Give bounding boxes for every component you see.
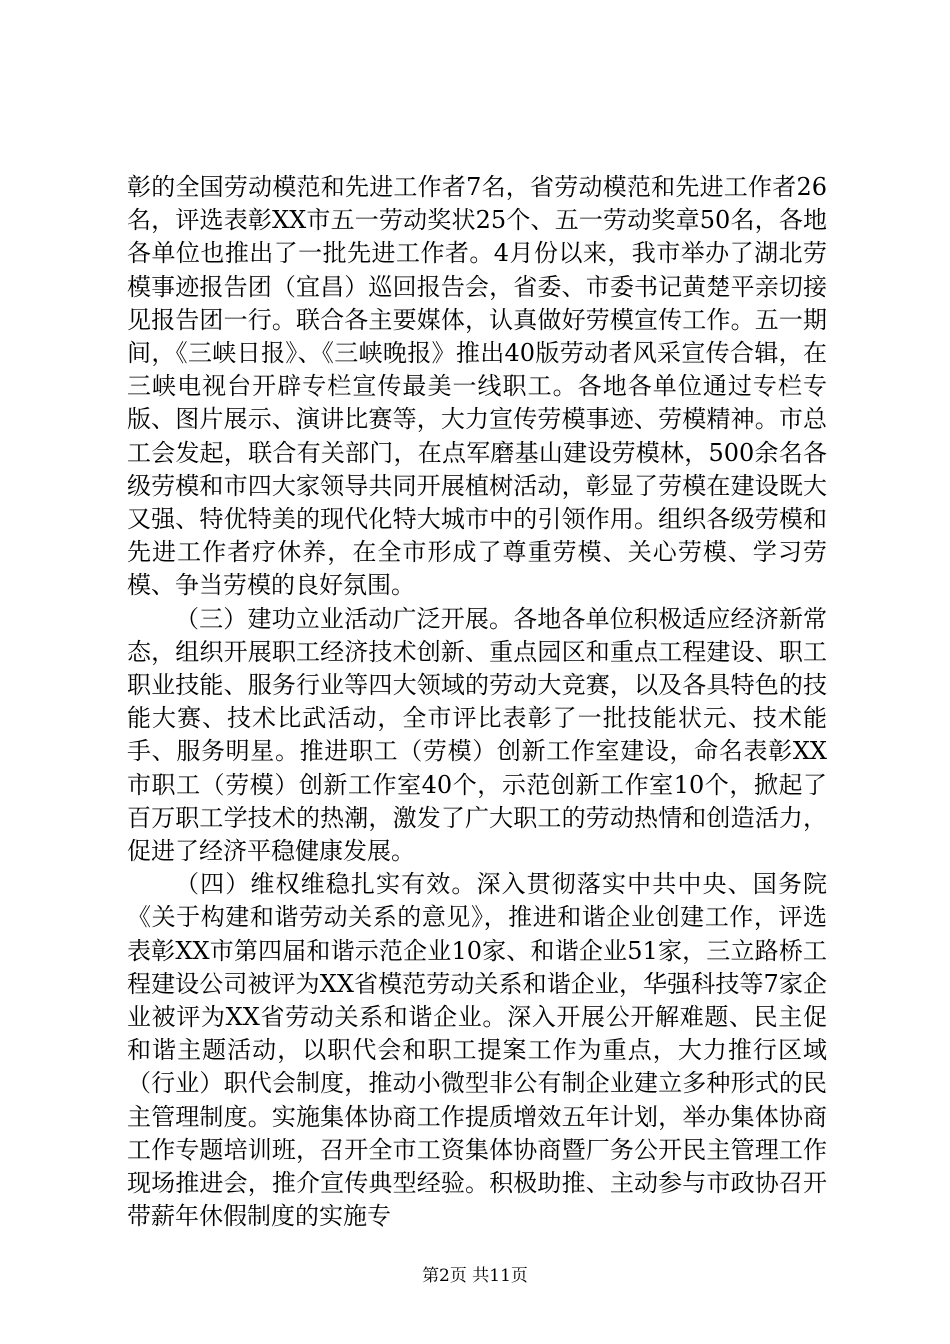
paragraph-1: 彰的全国劳动模范和先进工作者7名，省劳动模范和先进工作者26名，评选表彰XX市五一劳动奖状25个、五一劳动奖章50名，各地各单位也推出了一批先进工作者。4月份以来，我市举办了湖北劳模事迹报告团（宜昌）巡回报告会，省委、市委书记黄楚平亲切接见报告团一行。联合各主要媒体，认真做好劳模宣传工作。五一期间，《三峡日报》、《三峡晚报》推出40版劳动者风采宣传合辑，在三峡电视台开辟专栏宣传最美一线职工。各地各单位通过专栏专版、图片展示、演讲比赛等，大力宣传劳模事迹、劳模精神。市总工会发起，联合有关部门，在点军磨基山建设劳模林，500余名各级劳模和市四大家领导共同开展植树活动，彰显了劳模在建设既大又强、特优特美的现代化特大城市中的引领作用。组织各级劳模和先进工作者疗休养，在全市形成了尊重劳模、关心劳模、学习劳模、争当劳模的良好氛围。 [127,173,827,600]
paragraph-3: （四）维权维稳扎实有效。深入贯彻落实中共中央、国务院《关于构建和谐劳动关系的意见》，推进和谐企业创建工作，评选表彰XX市第四届和谐示范企业10家、和谐企业51家，三立路桥工程建设公司被评为XX省模范劳动关系和谐企业，华强科技等7家企业被评为XX省劳动关系和谐企业。深入开展公开解难题、民主促和谐主题活动，以职代会和职工提案工作为重点，大力推行区域（行业）职代会制度，推动小微型非公有制企业建立多种形式的民主管理制度。实施集体协商工作提质增效五年计划，举办集体协商工作专题培训班，召开全市工资集体协商暨厂务公开民主管理工作现场推进会，推介宣传典型经验。积极助推、主动参与市政协召开带薪年休假制度的实施专 [127,870,827,1231]
document-body [127,171,827,1234]
paragraph-2: （三）建功立业活动广泛开展。各地各单位积极适应经济新常态，组织开展职工经济技术创新、重点园区和重点工程建设、职工职业技能、服务行业等四大领域的劳动大竞赛，以及各具特色的技能大赛、技术比武活动，全市评比表彰了一批技能状元、技术能手、服务明星。推进职工（劳模）创新工作室建设，命名表彰XX市职工（劳模）创新工作室40个，示范创新工作室10个，掀起了百万职工学技术的热潮，激发了广大职工的劳动热情和创造活力，促进了经济平稳健康发展。 [127,604,827,866]
page-footer: 第2页 共11页 [422,1266,528,1286]
